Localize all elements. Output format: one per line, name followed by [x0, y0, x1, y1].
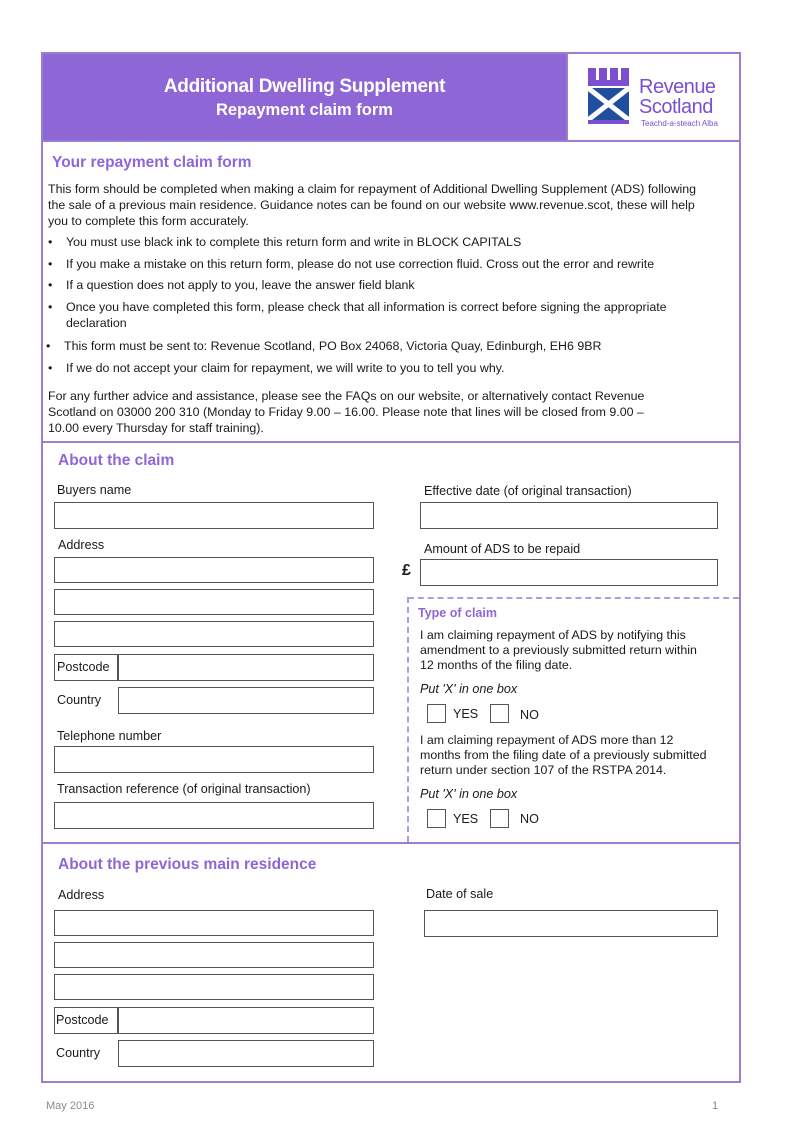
- section-divider: [43, 441, 739, 443]
- bullet-text: If we do not accept your claim for repayment, we will write to you to tell you why.: [66, 361, 505, 375]
- footer-date: May 2016: [46, 1100, 95, 1112]
- option-1-yes-checkbox[interactable]: [427, 704, 446, 723]
- previous-postcode-label: Postcode: [56, 1013, 109, 1027]
- no-label: NO: [520, 708, 539, 722]
- instruction-text: Put 'X' in one box: [420, 787, 518, 801]
- country-field[interactable]: [118, 687, 374, 714]
- header-divider: [43, 140, 739, 142]
- telephone-label: Telephone number: [57, 729, 162, 743]
- previous-address-line-2-field[interactable]: [54, 942, 374, 968]
- previous-country-label: Country: [56, 1046, 101, 1060]
- bullet-text: You must use black ink to complete this return form and write in BLOCK CAPITALS: [66, 235, 522, 249]
- instruction-text: Put 'X' in one box: [420, 682, 518, 696]
- claim-option-2-text: [420, 733, 707, 778]
- bullet-text: Once you have completed this form, please check that all information is correct before signing the appropriate: [66, 300, 667, 314]
- claim-option-2-line: months from the filing date of a previously submitted: [420, 748, 707, 762]
- claim-option-1-line: 12 months of the filing date.: [420, 658, 573, 672]
- logo-text-scotland: Scotland: [639, 96, 713, 118]
- type-of-claim-border-top: [408, 597, 739, 599]
- address-line-1-field[interactable]: [54, 557, 374, 583]
- previous-country-field[interactable]: [118, 1040, 374, 1067]
- form-title: Additional Dwelling Supplement: [163, 76, 446, 97]
- pound-sign: £: [402, 562, 411, 579]
- bullet-glyph: •: [46, 339, 51, 353]
- advice-line: 10.00 every Thursday for staff training).: [48, 421, 264, 435]
- transaction-reference-field[interactable]: [54, 802, 374, 829]
- claim-option-2-line: I am claiming repayment of ADS more than 12: [420, 733, 674, 747]
- postcode-field[interactable]: [118, 654, 374, 681]
- date-of-sale-field[interactable]: [424, 910, 718, 937]
- bullet-glyph: •: [48, 257, 53, 271]
- intro-paragraph: [48, 181, 696, 229]
- previous-address-line-3-field[interactable]: [54, 974, 374, 1000]
- revenue-scotland-logo: [566, 54, 739, 141]
- bullet-text-continued: declaration: [66, 316, 127, 330]
- intro-paragraph-line: This form should be completed when making a claim for repayment of Additional Dwelling Supplement (ADS) following: [48, 182, 697, 196]
- no-label: NO: [520, 812, 539, 826]
- advice-paragraph: [48, 388, 644, 436]
- address-label: Address: [58, 538, 105, 552]
- bullet-text: If a question does not apply to you, leave the answer field blank: [66, 278, 415, 292]
- type-of-claim-border-left: [407, 597, 409, 842]
- option-2-no-checkbox[interactable]: [490, 809, 509, 828]
- date-of-sale-label: Date of sale: [426, 887, 494, 901]
- bullet-glyph: •: [48, 235, 53, 249]
- castle-saltire-icon: [585, 66, 635, 132]
- postcode-label: Postcode: [57, 660, 110, 674]
- claim-option-1-line: amendment to a previously submitted return within: [420, 643, 697, 657]
- amount-field[interactable]: [420, 559, 718, 586]
- advice-line: For any further advice and assistance, please see the FAQs on our website, or alternatively contact Revenue: [48, 389, 645, 403]
- bullet-text: This form must be sent to: Revenue Scotland, PO Box 24068, Victoria Quay, Edinburgh, EH6 9BR: [64, 339, 602, 353]
- bullet-glyph: •: [48, 300, 53, 314]
- previous-postcode-field[interactable]: [118, 1007, 374, 1034]
- buyers-name-label: Buyers name: [57, 483, 132, 497]
- intro-heading: Your repayment claim form: [52, 154, 252, 171]
- previous-address-line-1-field[interactable]: [54, 910, 374, 936]
- address-line-3-field[interactable]: [54, 621, 374, 647]
- claim-option-1-line: I am claiming repayment of ADS by notifying this: [420, 628, 686, 642]
- page-number: 1: [712, 1100, 719, 1112]
- option-1-no-checkbox[interactable]: [490, 704, 509, 723]
- country-label: Country: [57, 693, 102, 707]
- buyers-name-field[interactable]: [54, 502, 374, 529]
- logo-text-revenue: Revenue: [639, 76, 716, 98]
- telephone-field[interactable]: [54, 746, 374, 773]
- bullet-text: If you make a mistake on this return form, please do not use correction fluid. Cross out the error and rewrite: [66, 257, 655, 271]
- amount-label: Amount of ADS to be repaid: [424, 542, 581, 556]
- previous-residence-heading: About the previous main residence: [58, 856, 317, 873]
- intro-paragraph-line: the sale of a previous main residence. Guidance notes can be found on our website www.revenue.scot, these will help: [48, 198, 695, 212]
- claim-heading: About the claim: [58, 452, 175, 469]
- option-2-yes-checkbox[interactable]: [427, 809, 446, 828]
- advice-line: Scotland on 03000 200 310 (Monday to Friday 9.00 – 16.00. Please note that lines will be closed from 9.00 –: [48, 405, 644, 419]
- address-line-2-field[interactable]: [54, 589, 374, 615]
- section-divider: [43, 842, 739, 844]
- type-of-claim-heading: Type of claim: [418, 606, 497, 620]
- yes-label: YES: [453, 707, 479, 721]
- effective-date-field[interactable]: [420, 502, 718, 529]
- claim-option-2-line: return under section 107 of the RSTPA 2014.: [420, 763, 667, 777]
- previous-address-label: Address: [58, 888, 105, 902]
- bullet-glyph: •: [48, 278, 53, 292]
- form-subtitle: Repayment claim form: [216, 101, 393, 119]
- transaction-reference-label: Transaction reference (of original transaction): [57, 782, 311, 796]
- intro-paragraph-line: you to complete this form accurately.: [48, 214, 249, 228]
- claim-option-1-text: [420, 628, 697, 673]
- yes-label: YES: [453, 812, 479, 826]
- bullet-glyph: •: [48, 361, 53, 375]
- effective-date-label: Effective date (of original transaction): [424, 484, 632, 498]
- logo-tagline: Teachd-a-steach Alba: [641, 119, 718, 128]
